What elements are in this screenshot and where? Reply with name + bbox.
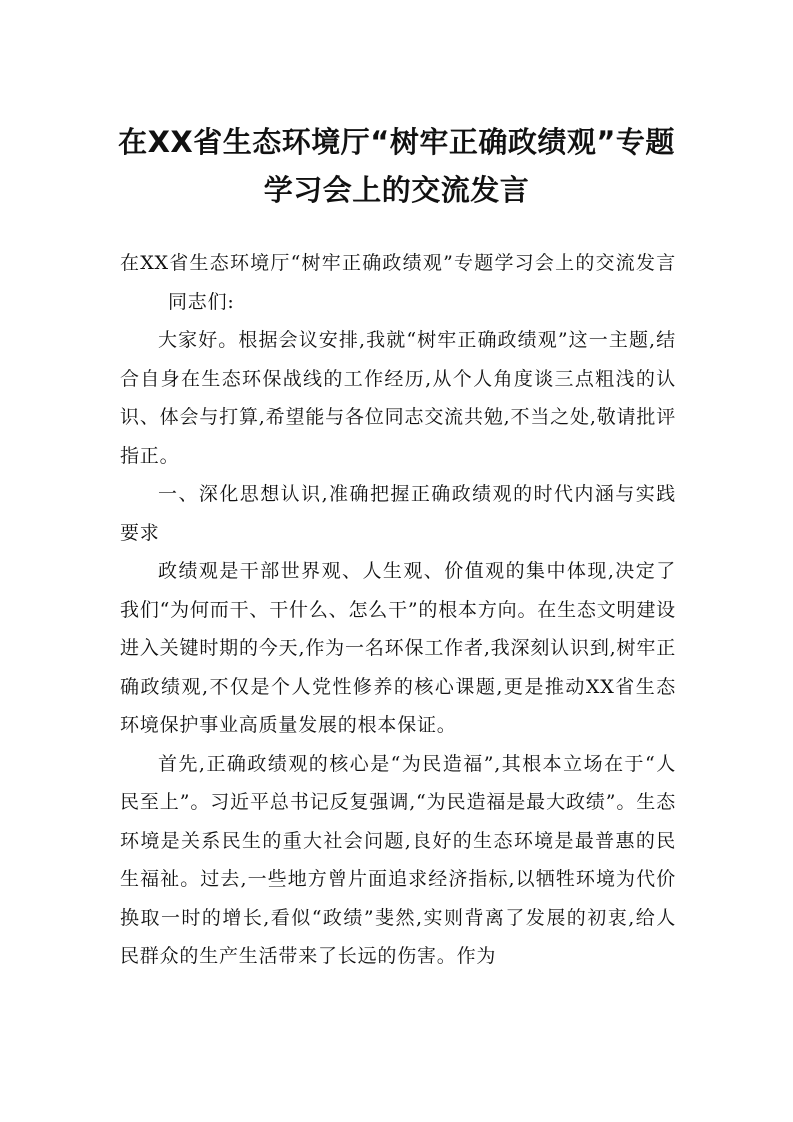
subtitle-line: 在XX省生态环境厅“树牢正确政绩观”专题学习会上的交流发言 xyxy=(120,252,676,274)
salutation: 同志们: xyxy=(168,290,235,313)
document-body xyxy=(120,244,676,976)
paragraph-intro: 大家好。根据会议安排,我就“树牢正确政绩观”这一主题,结合自身在生态环保战线的工作经历,从个人角度谈三点粗浅的认识、体会与打算,希望能与各位同志交流共勉,不当之处,敬请批评指正。 xyxy=(120,329,676,467)
document-title: 在XX省生态环境厅“树牢正确政绩观”专题学习会上的交流发言 xyxy=(118,125,675,207)
paragraph-first-point: 首先,正确政绩观的核心是“为民造福”,其根本立场在于“人民至上”。习近平总书记反复强调,“为民造福是最大政绩”。生态环境是关系民生的重大社会问题,良好的生态环境是最普惠的民生福祉。过去,一些地方曾片面追求经济指标,以牺牲环境为代价换取一时的增长,看似“政绩”斐然,实则背离了发展的初衷,给人民群众的生产生活带来了长远的伤害。作为 xyxy=(120,752,676,967)
section-heading-1: 一、深化思想认识,准确把握正确政绩观的时代内涵与实践要求 xyxy=(120,483,676,544)
paragraph-section-1: 政绩观是干部世界观、人生观、价值观的集中体现,决定了我们“为何而干、干什么、怎么干”的根本方向。在生态文明建设进入关键时期的今天,作为一名环保工作者,我深刻认识到,树牢正确政绩观,不仅是个人党性修养的核心课题,更是推动XX省生态环境保护事业高质量发展的根本保证。 xyxy=(120,560,676,736)
opening-line xyxy=(120,244,676,321)
